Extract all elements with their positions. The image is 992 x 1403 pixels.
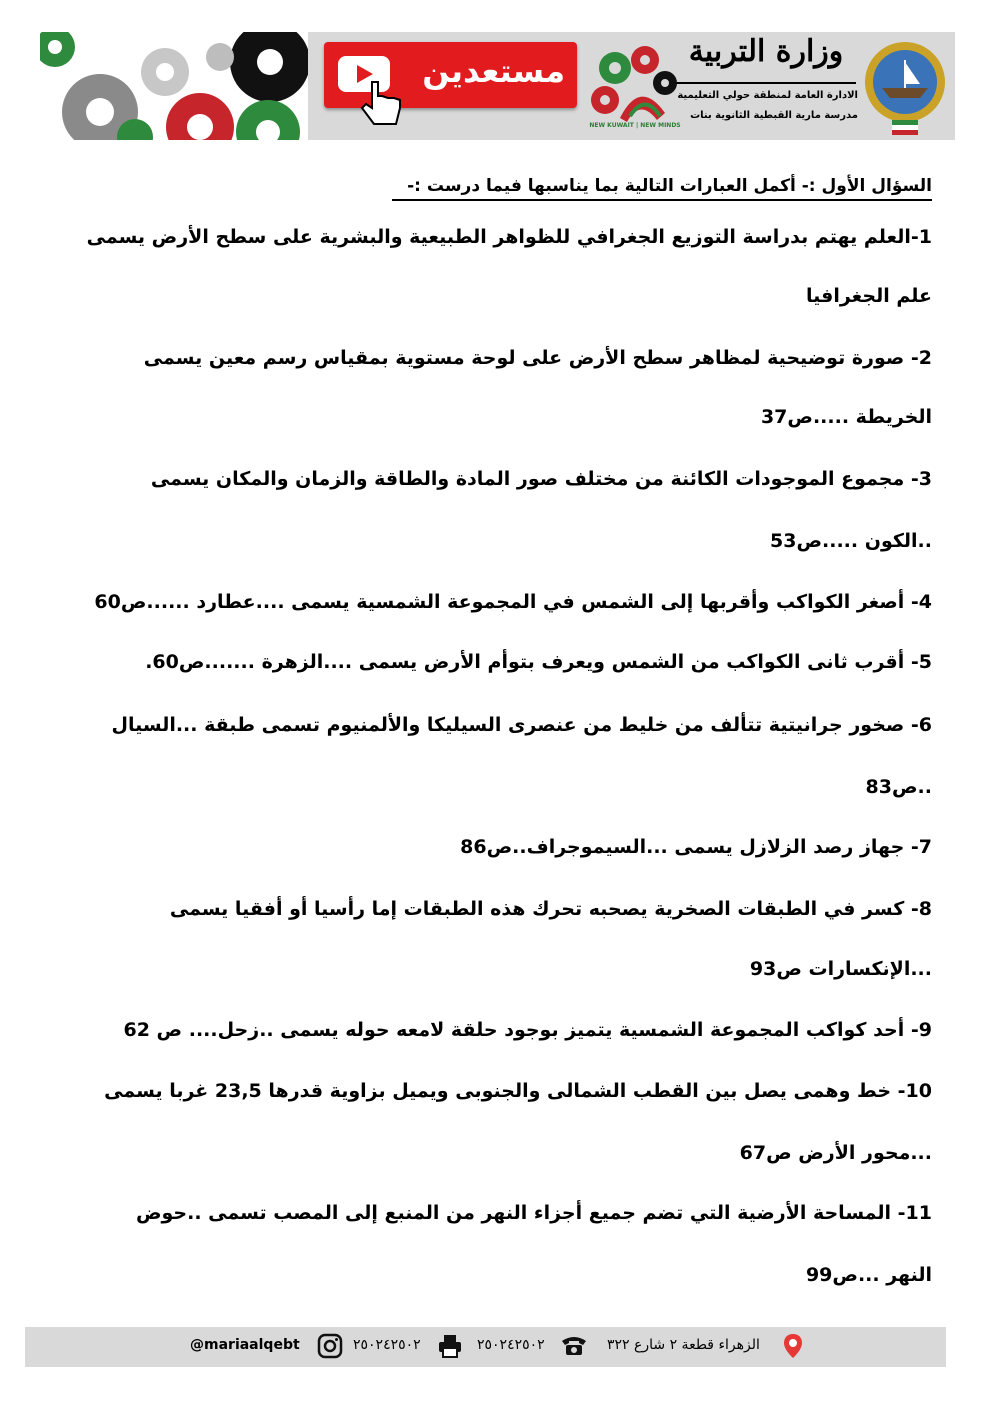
logo-caption: NEW KUWAIT | NEW MINDS xyxy=(589,122,681,129)
phone-icon xyxy=(559,1333,589,1357)
instagram-icon xyxy=(317,1333,343,1359)
question-title: السؤال الأول :- أكمل العبارات التالية بما يناسبها فيما درست :- xyxy=(392,176,932,201)
answer-line: 2- صورة توضيحية لمظاهر سطح الأرض على لوحة مستوية بمقياس رسم معين يسمى xyxy=(143,347,932,369)
answer-line: النهر ...ص99 xyxy=(805,1264,932,1286)
answer-line: 9- أحد كواكب المجموعة الشمسية يتميز بوجود حلقة لامعه حوله يسمى ..زحل.... ص 62 xyxy=(123,1019,932,1041)
gears-decoration-icon xyxy=(40,32,308,140)
kuwait-emblem-icon xyxy=(862,36,948,136)
answer-line: الخريطة .....ص37 xyxy=(760,406,932,428)
location-pin-icon xyxy=(783,1333,803,1359)
answer-line: 7- جهاز رصد الزلازل يسمى ...السيموجراف..ص86 xyxy=(460,836,932,858)
answer-line: 1-العلم يهتم بدراسة التوزيع الجغرافي للظواهر الطبيعية والبشرية على سطح الأرض يسمى xyxy=(86,226,932,248)
ministry-divider xyxy=(676,82,856,84)
footer-fax: ٢٥٠٢٤٢٥٠٢ xyxy=(353,1337,421,1353)
answer-line: ...الإنكسارات ص93 xyxy=(749,958,932,980)
footer-phone: ٢٥٠٢٤٢٥٠٢ xyxy=(477,1337,545,1353)
answer-line: ..الكون .....ص53 xyxy=(770,530,932,552)
ministry-title: وزارة التربية xyxy=(688,34,844,69)
ministry-subtitle: الادارة العامة لمنطقة حولي التعليمية xyxy=(677,90,858,101)
answer-line: 4- أصغر الكواكب وأقربها إلى الشمس في المجموعة الشمسية يسمى ....عطارد ......ص60 xyxy=(94,591,932,613)
answer-line: ...محور الأرض ص67 xyxy=(739,1142,932,1164)
answer-line: ..ص83 xyxy=(865,776,932,798)
button-label: مستعدين xyxy=(422,52,565,90)
page-footer xyxy=(25,1327,946,1367)
hand-cursor-icon xyxy=(360,78,406,134)
footer-instagram[interactable]: @mariaalqebt xyxy=(190,1337,300,1353)
fax-printer-icon xyxy=(437,1333,463,1359)
answer-line: علم الجغرافيا xyxy=(806,285,932,307)
answer-line: 5- أقرب ثانى الكواكب من الشمس ويعرف بتوأم الأرض يسمى ....الزهرة .......ص60. xyxy=(145,651,932,673)
page-header xyxy=(40,32,955,140)
answer-line: 6- صخور جرانيتية تتألف من خليط من عنصرى السيليكا والألمنيوم تسمى طبقة ...السيال xyxy=(111,714,932,736)
answer-line: 10- خط وهمى يصل بين القطب الشمالى والجنوبى ويميل بزاوية قدرها 23,5 غربا يسمى xyxy=(104,1080,932,1102)
answer-line: 3- مجموع الموجودات الكائنة من مختلف صور المادة والطاقة والزمان والمكان يسمى xyxy=(150,468,932,490)
school-name: مدرسة مارية القبطية الثانوية بنات xyxy=(690,110,858,121)
footer-address: الزهراء قطعة ٢ شارع ٣٢٢ xyxy=(607,1337,760,1353)
answer-line: 11- المساحة الأرضية التي تضم جميع أجزاء النهر من المنبع إلى المصب تسمى ..حوض xyxy=(135,1202,932,1224)
answer-line: 8- كسر في الطبقات الصخرية يصحبه تحرك هذه الطبقات إما رأسيا أو أفقيا يسمى xyxy=(169,898,932,920)
